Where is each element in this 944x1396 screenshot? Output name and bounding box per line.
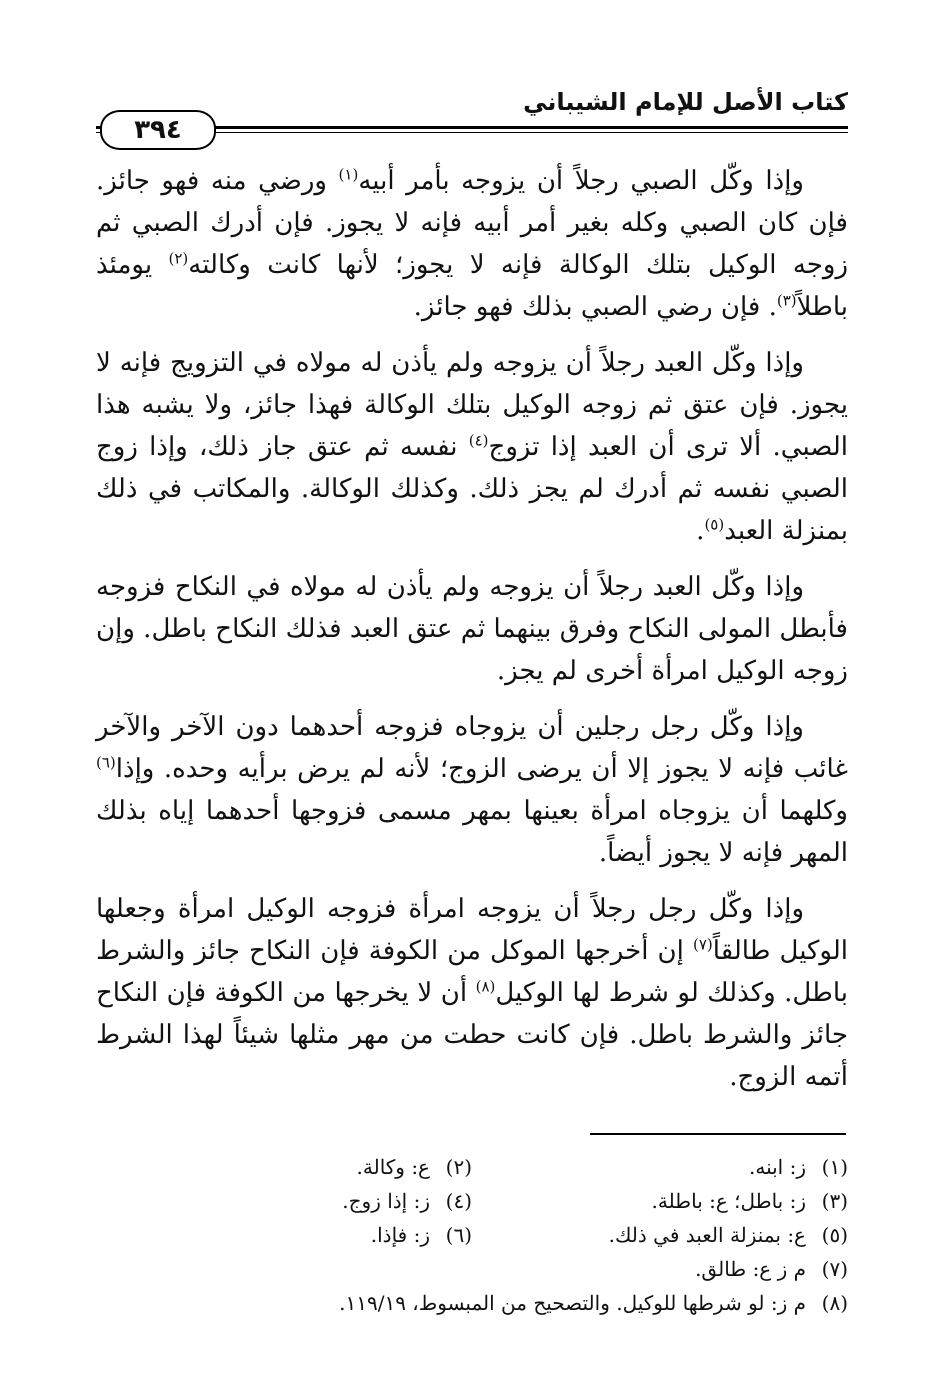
paragraph <box>96 888 848 1098</box>
footnote-marker: (٦) <box>96 753 116 772</box>
footnote-text: ز: باطل؛ ع: باطلة. <box>651 1189 806 1213</box>
footnote-number: (١) <box>821 1155 848 1179</box>
footnote-text: م ز ع: طالق. <box>695 1257 806 1281</box>
footnote-text: ز: ابنه. <box>749 1155 806 1179</box>
footnote-text: ع: بمنزلة العبد في ذلك. <box>608 1223 806 1247</box>
footnote-number: (٨) <box>821 1291 848 1315</box>
footnote-item <box>96 1218 472 1252</box>
footnote-number: (٣) <box>821 1189 848 1213</box>
footnote-separator <box>590 1133 846 1135</box>
footnote-text: ع: وكالة. <box>356 1155 430 1179</box>
footnote-number: (٥) <box>821 1223 848 1247</box>
footnote-item <box>472 1218 848 1252</box>
paragraph-text: ورضي منه فهو جائز. فإن كان الصبي وكله بغير أمر أبيه فإنه لا يجوز. فإن أدرك الصبي ثم زوجه الوكيل بتلك الوكالة فإنه لا يجوز؛ لأنها كانت وكالته <box>96 166 848 280</box>
running-title: كتاب الأصل للإمام الشيباني <box>523 88 848 116</box>
paragraph-text: أن لا يخرجها من الكوفة فإن النكاح جائز والشرط باطل. فإن كانت حطت من مهر مثلها شيئاً لهذا الشرط أتمه الزوج. <box>96 978 848 1092</box>
paragraph-text: . <box>696 516 705 546</box>
paragraph <box>96 342 848 552</box>
footnote-marker: (٤) <box>468 431 489 450</box>
footnote-row <box>96 1150 848 1184</box>
main-text <box>96 160 848 1112</box>
footnote-marker: (٢) <box>168 249 189 268</box>
paragraph-text: يومئذ باطلاً <box>96 250 848 322</box>
paragraph-text: وإذا وكّل العبد رجلاً أن يزوجه ولم يأذن له مولاه في النكاح فزوجه فأبطل المولى النكاح وفرق بينهما ثم عتق العبد فذلك النكاح باطل. وإن زوجه الوكيل امرأة أخرى لم يجز. <box>96 572 848 686</box>
paragraph <box>96 706 848 874</box>
footnote-marker: (٣) <box>776 291 797 310</box>
footnote-row <box>96 1218 848 1252</box>
footnote-item <box>96 1286 848 1320</box>
footnote-marker: (٨) <box>475 977 496 996</box>
footnote-item <box>96 1252 848 1286</box>
paragraph-text: . فإن رضي الصبي بذلك فهو جائز. <box>413 292 777 322</box>
footnote-number: (٦) <box>445 1223 472 1247</box>
footnote-number: (٤) <box>445 1189 472 1213</box>
page-header <box>96 88 848 158</box>
footnote-row <box>96 1184 848 1218</box>
footnotes <box>96 1150 848 1320</box>
footnote-item <box>472 1184 848 1218</box>
paragraph-text: وإذا وكّل العبد رجلاً أن يزوجه ولم يأذن له مولاه في التزويج فإنه لا يجوز. فإن عتق ثم زوجه الوكيل بتلك الوكالة فهذا جائز، ولا يشبه هذا الصبي. ألا ترى أن العبد إذا تزوج <box>96 348 848 462</box>
footnote-text: ز: فإذا. <box>370 1223 430 1247</box>
paragraph-text: وإذا وكّل الصبي رجلاً أن يزوجه بأمر أبيه <box>358 166 804 196</box>
footnote-number: (٧) <box>821 1257 848 1281</box>
footnote-number: (٢) <box>445 1155 472 1179</box>
footnote-item <box>96 1150 472 1184</box>
footnote-marker: (٥) <box>704 515 725 534</box>
footnote-marker: (١) <box>338 165 359 184</box>
paragraph <box>96 566 848 692</box>
paragraph <box>96 160 848 328</box>
footnote-item <box>472 1150 848 1184</box>
footnote-text: م ز: لو شرطها للوكيل. والتصحيح من المبسوط، ١١٩/١٩. <box>339 1291 806 1315</box>
paragraph-text: وإذا وكّل رجل رجلاً أن يزوجه امرأة فزوجه الوكيل امرأة وجعلها الوكيل طالقاً <box>96 894 848 966</box>
footnote-item <box>96 1184 472 1218</box>
paragraph-text: إن أخرجها الموكل من الكوفة فإن النكاح جائز والشرط باطل. وكذلك لو شرط لها الوكيل <box>96 936 848 1008</box>
footnote-marker: (٧) <box>693 935 713 954</box>
paragraph-text: وإذا وكّل رجل رجلين أن يزوجاه فزوجه أحدهما دون الآخر والآخر غائب فإنه لا يجوز إلا أن يرضى الزوج؛ لأنه لم يرض برأيه وحده. وإذا <box>96 712 848 784</box>
footnote-text: ز: إذا زوج. <box>342 1189 430 1213</box>
page-number: ٣٩٤ <box>100 110 216 150</box>
paragraph-text: وكلهما أن يزوجاه امرأة بعينها بمهر مسمى فزوجها أحدهما إياه بذلك المهر فإنه لا يجوز أيضاً. <box>96 796 848 868</box>
paragraph-text: نفسه ثم عتق جاز ذلك، وإذا زوج الصبي نفسه ثم أدرك لم يجز ذلك. وكذلك الوكالة. والمكاتب في ذلك بمنزلة العبد <box>96 432 848 546</box>
